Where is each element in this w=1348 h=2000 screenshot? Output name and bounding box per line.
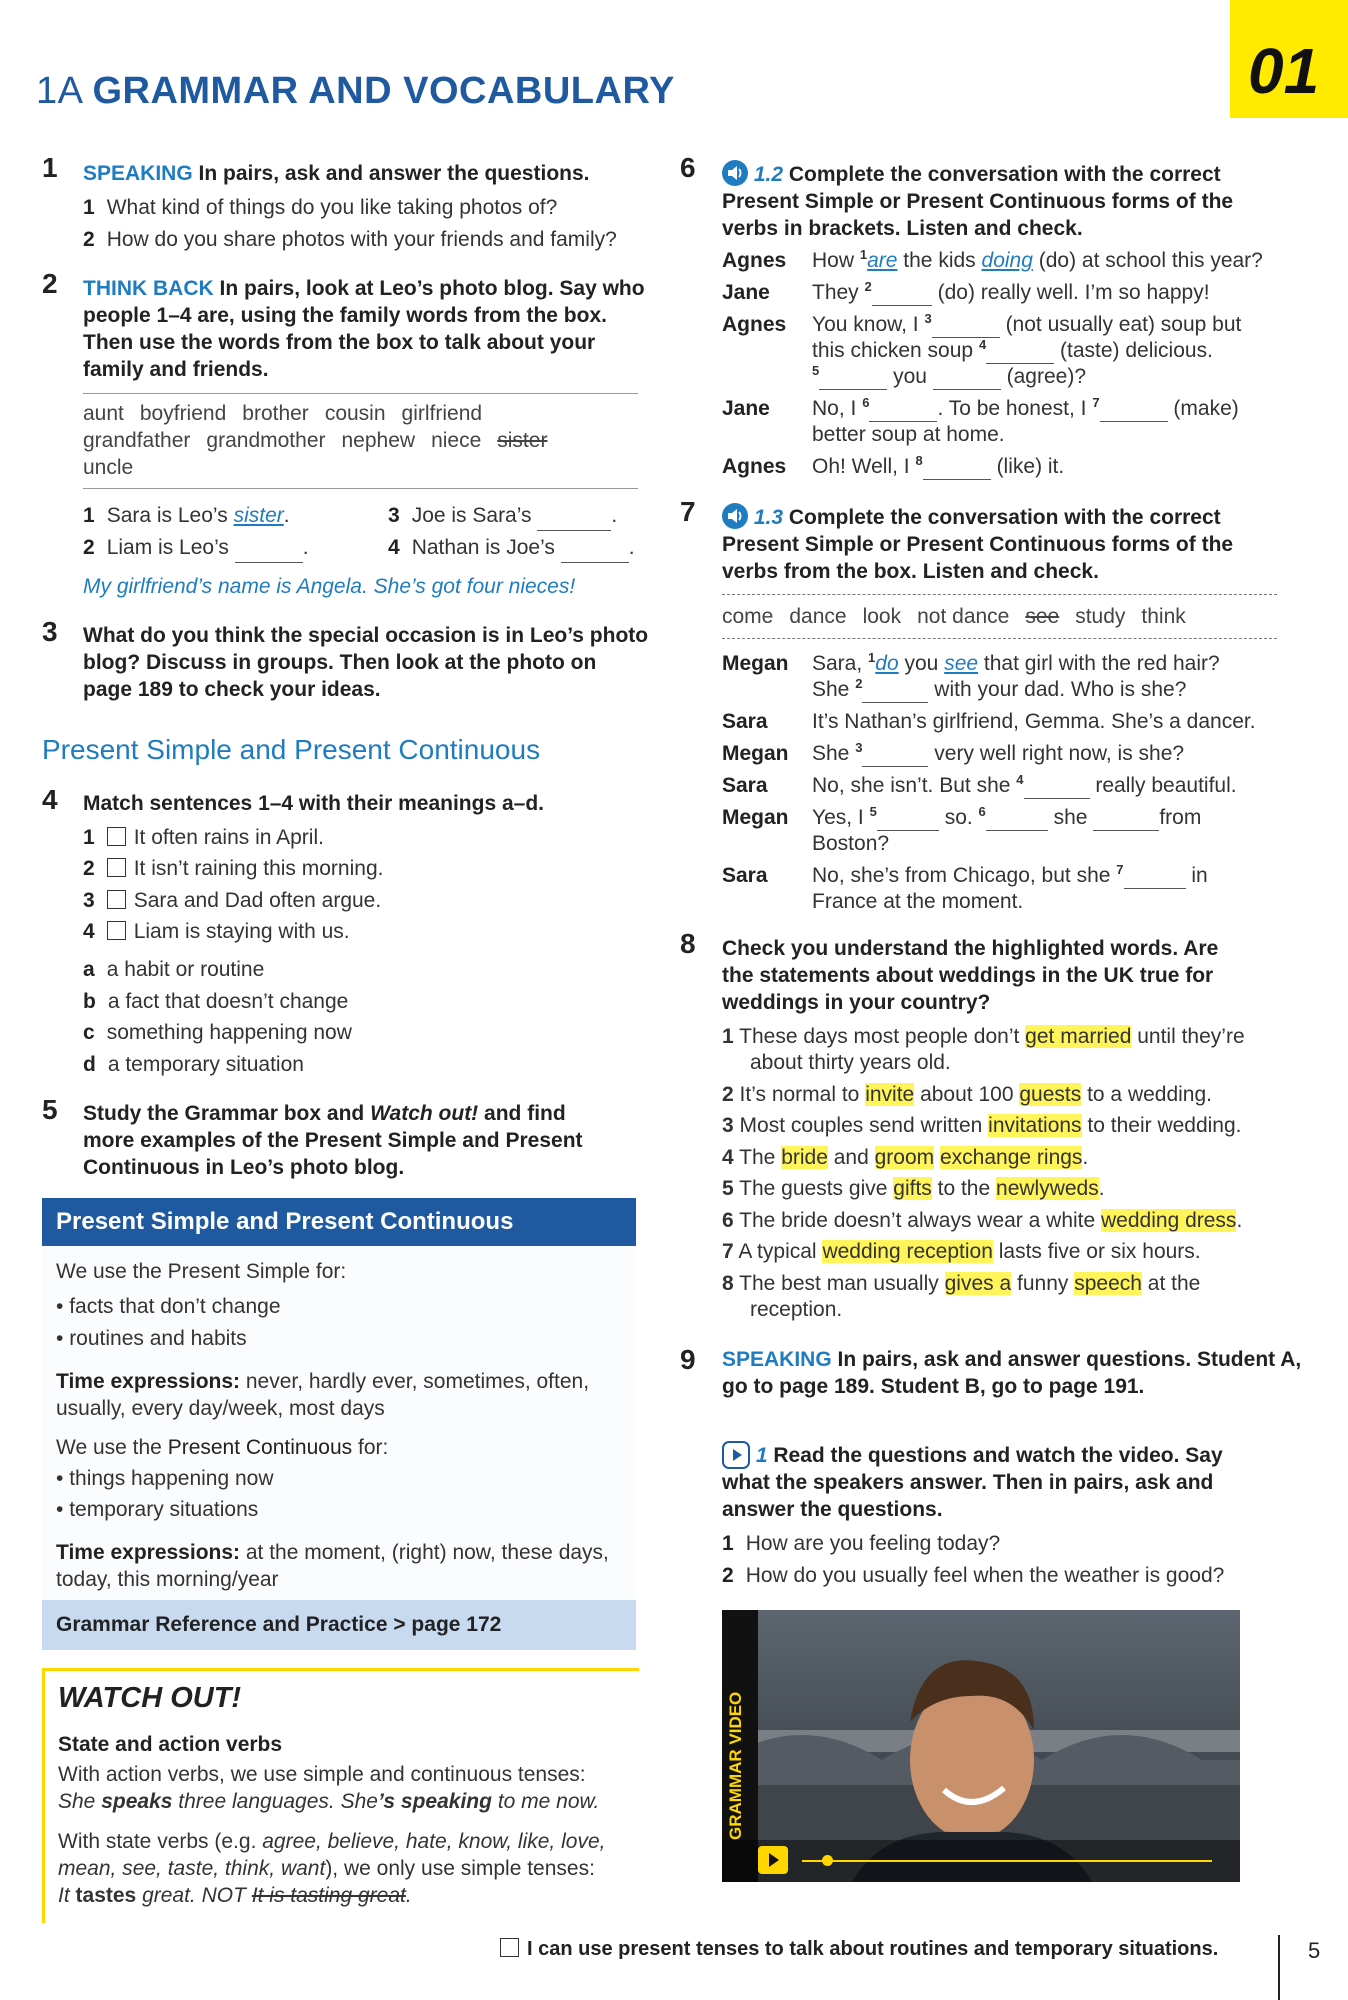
unit-number: 01 — [1248, 35, 1320, 107]
grammar-bullet: • routines and habits — [56, 1327, 247, 1350]
ex1-item: 1 What kind of things do you like taking photos of? — [83, 196, 558, 219]
word-box-bottom-rule — [83, 488, 638, 489]
grammar-bullet: • temporary situations — [56, 1498, 259, 1521]
ex8-instruction: Check you understand the highlighted words. Are the statements about weddings in the UK true for weddings in your country? — [722, 937, 1219, 1014]
ex4-item: 2 It isn’t raining this morning. — [83, 857, 384, 880]
grammar-box-header: Present Simple and Present Continuous — [42, 1198, 636, 1246]
highlighted-word: bride — [781, 1146, 828, 1169]
video-side-label: GRAMMAR VIDEO — [726, 1691, 745, 1840]
answer-blank[interactable] — [561, 562, 629, 563]
ex9-number: 9 — [680, 1344, 696, 1375]
ex7-dialogue: Megan Sara, $^1$do you see that girl with the red hair? She $^2$ with your dad. Who is she? Sara It’s Nathan’s girlfriend, Gemma. She’s a dancer. Megan She $^3$ very well right now, is she? Sara No, she isn’t. But she $^4$ really beautiful. Megan Yes, I $^5$ so. $^6$ she from Boston? Sara No, she’s from Chicago, but she $^7$ in France at the moment. — [722, 650, 1256, 913]
lesson-code: 1A — [36, 70, 82, 112]
ex2-item: 1 Sara is Leo’s sister. — [83, 504, 290, 527]
ex9-instruction: SPEAKING In pairs, ask and answer questions. Student A, go to page 189. Student B, go to page 191. — [722, 1348, 1302, 1398]
watch-out-title: WATCH OUT! — [58, 1682, 242, 1714]
ex4-meaning: d a temporary situation — [83, 1053, 304, 1076]
grammar-simple-intro: We use the Present Simple for: — [56, 1260, 347, 1283]
ex4-number: 4 — [42, 784, 58, 815]
highlighted-word: groom — [874, 1146, 935, 1169]
family-word-box: aunt boyfriend brother cousin girlfriend grandfather grandmother nephew niece sister uncle — [83, 402, 548, 479]
ex2-item: 4 Nathan is Joe’s . — [388, 532, 635, 563]
ex4-meaning: a a habit or routine — [83, 958, 265, 981]
ex4-item: 1 It often rains in April. — [83, 826, 324, 849]
video-question: 1 How are you feeling today? — [722, 1532, 1001, 1555]
video-play-icon[interactable] — [722, 1441, 750, 1469]
play-icon — [758, 1846, 788, 1874]
audio-track-number: 1.3 — [753, 506, 784, 529]
highlighted-word: wedding dress — [1101, 1209, 1237, 1232]
answer-blank[interactable] — [933, 389, 1001, 390]
grammar-bullet: • things happening now — [56, 1467, 274, 1490]
answer-blank[interactable] — [1024, 798, 1090, 799]
audio-icon[interactable] — [722, 160, 748, 186]
answer-blank[interactable] — [819, 389, 887, 390]
play-button[interactable] — [758, 1846, 788, 1874]
video-task-instruction: 1 Read the questions and watch the video. Say what the speakers answer. Then in pairs, ask and answer the questions. — [722, 1441, 1322, 1523]
footer-divider — [1278, 1935, 1280, 2000]
answer-blank[interactable] — [862, 766, 928, 767]
ex2-instruction: THINK BACK In pairs, look at Leo’s photo blog. Say who people 1–4 are, using the family words from the box. Then use the words from the box to talk about your family and friends. — [83, 277, 645, 381]
ex1-instruction: SPEAKING In pairs, ask and answer the questions. — [83, 162, 590, 185]
page-number: 5 — [1308, 1938, 1321, 1963]
highlighted-word: guests — [1019, 1083, 1082, 1106]
crossed-word: sister — [497, 429, 548, 452]
grammar-cont-time: Time expressions: at the moment, (right) now, these days, today, this morning/year — [56, 1541, 609, 1591]
verb-word-box: come dance look not dance see study think — [722, 605, 1186, 628]
ex1-item: 2 How do you share photos with your friends and family? — [83, 228, 617, 251]
grammar-video-player[interactable] — [722, 1610, 1240, 1882]
answer-blank[interactable] — [235, 562, 303, 563]
ex4-meaning: b a fact that doesn’t change — [83, 990, 349, 1013]
example-answer: sister — [233, 504, 284, 527]
highlighted-word: newlyweds — [996, 1177, 1099, 1200]
grammar-simple-time: Time expressions: never, hardly ever, sometimes, often, usually, every day/week, most days — [56, 1370, 590, 1420]
video-number: 1 — [755, 1444, 768, 1467]
think-back-label: THINK BACK — [83, 277, 214, 300]
crossed-word: see — [1025, 605, 1060, 628]
answer-blank[interactable] — [923, 479, 991, 480]
highlighted-word: gifts — [893, 1177, 932, 1200]
highlighted-word: wedding reception — [822, 1240, 993, 1263]
grammar-cont-intro: We use the Present Continuous for: — [56, 1436, 389, 1459]
watch-out-action-verbs: With action verbs, we use simple and continuous tenses: She speaks three languages. She’s speaking to me now. — [58, 1763, 600, 1813]
page-title — [36, 70, 675, 113]
ex2-example: My girlfriend’s name is Angela. She’s got four nieces! — [83, 575, 576, 598]
ex1-number: 1 — [42, 152, 58, 183]
can-do-statement: I can use present tenses to talk about routines and temporary situations. — [500, 1938, 1218, 1961]
ex6-number: 6 — [680, 152, 696, 183]
answer-blank[interactable] — [872, 305, 932, 306]
ex3-instruction: What do you think the special occasion is in Leo’s photo blog? Discuss in groups. Then look at the photo on page 189 to check your ideas. — [83, 624, 649, 701]
checkbox[interactable] — [107, 921, 126, 940]
video-progress-track[interactable] — [802, 1860, 1212, 1862]
speaking-label: SPEAKING — [83, 162, 193, 185]
video-progress-knob[interactable] — [822, 1855, 833, 1866]
grammar-bullet: • facts that don’t change — [56, 1295, 281, 1318]
ex4-instruction: Match sentences 1–4 with their meanings a–d. — [83, 792, 544, 815]
video-question: 2 How do you usually feel when the weather is good? — [722, 1564, 1225, 1587]
answer-blank[interactable] — [862, 702, 928, 703]
highlighted-word: exchange rings — [940, 1146, 1083, 1169]
lesson-title: GRAMMAR AND VOCABULARY — [92, 70, 675, 112]
ex5-number: 5 — [42, 1094, 58, 1125]
highlighted-word: invite — [865, 1083, 915, 1106]
highlighted-word: invitations — [988, 1114, 1082, 1137]
unit-tab — [1230, 0, 1348, 118]
ex6-dialogue: Agnes How $^1$are the kids doing (do) at school this year? Jane They $^2$ (do) really well. I’m so happy! Agnes You know, I $^3$ (not usually eat) soup but this chicken soup $^4$ (taste) delicious. $^5$ you (agree)? Jane No, I $^6$ . To be honest, I $^7$ (make) better soup at home. Agnes Oh! Well, I $^8$ (like) it. — [722, 247, 1263, 478]
checkbox[interactable] — [107, 858, 126, 877]
grammar-reference-link[interactable]: Grammar Reference and Practice > page 172 — [42, 1600, 636, 1650]
checkbox[interactable] — [107, 890, 126, 909]
watch-out-state-verbs: With state verbs (e.g. agree, believe, hate, know, like, love, mean, see, taste, think, want), we only use simple tenses: It tastes great. NOT It is tasting great. — [58, 1830, 606, 1907]
section-heading: Present Simple and Present Continuous — [42, 734, 541, 765]
highlighted-word: speech — [1074, 1272, 1142, 1295]
ex2-item: 3 Joe is Sara’s . — [388, 500, 617, 531]
ex2-item: 2 Liam is Leo’s . — [83, 532, 309, 563]
ex4-item: 3 Sara and Dad often argue. — [83, 889, 382, 912]
word-box-top-rule — [83, 393, 638, 394]
ex4-item: 4 Liam is staying with us. — [83, 920, 350, 943]
audio-track-number: 1.2 — [753, 163, 784, 186]
ex8-number: 8 — [680, 928, 696, 959]
ex6-instruction: 1.2 Complete the conversation with the correct Present Simple or Present Continuous forms of the verbs in brackets. Listen and check. — [722, 160, 1322, 242]
ex3-number: 3 — [42, 616, 58, 647]
word-box-top-rule — [722, 594, 1277, 595]
audio-icon[interactable] — [722, 503, 748, 529]
ex7-instruction: 1.3 Complete the conversation with the correct Present Simple or Present Continuous forms of the verbs from the box. Listen and check. — [722, 503, 1322, 585]
answer-blank[interactable] — [537, 530, 611, 531]
word-box-bottom-rule — [722, 638, 1277, 639]
highlighted-word: get married — [1025, 1025, 1132, 1048]
ex5-instruction: Study the Grammar box and Watch out! and find more examples of the Present Simple and Present Continuous in Leo’s photo blog. — [83, 1102, 583, 1179]
can-do-checkbox[interactable] — [500, 1938, 519, 1957]
checkbox[interactable] — [107, 827, 126, 846]
ex7-number: 7 — [680, 496, 696, 527]
watch-out-subtitle: State and action verbs — [58, 1733, 283, 1756]
speaking-label: SPEAKING — [722, 1348, 832, 1371]
highlighted-word: gives a — [944, 1272, 1012, 1295]
ex2-number: 2 — [42, 268, 58, 299]
ex4-meaning: c something happening now — [83, 1021, 352, 1044]
